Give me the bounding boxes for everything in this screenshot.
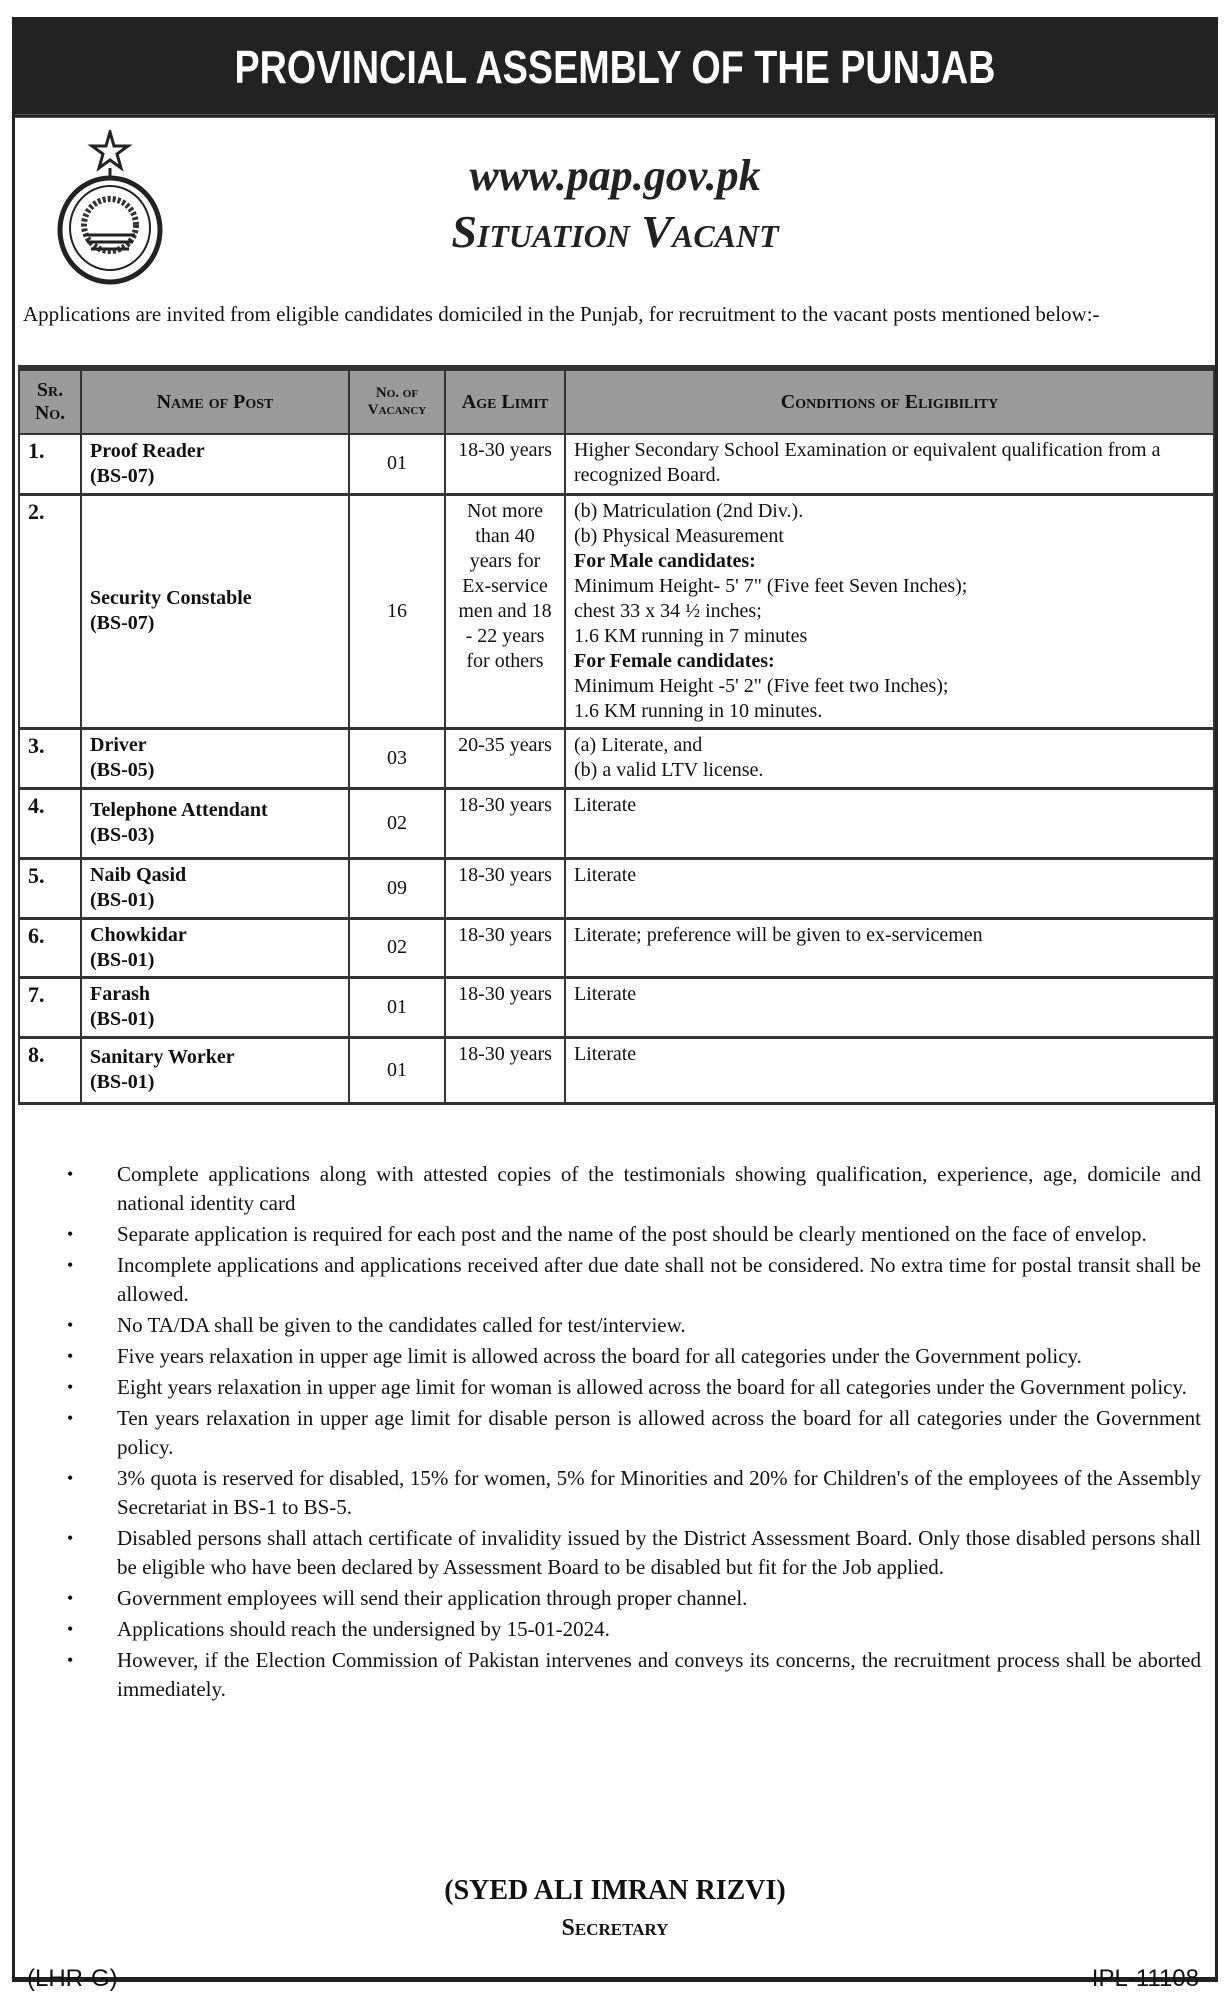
condition-line: Literate: [574, 1042, 637, 1065]
instructions-list: [55, 1160, 1201, 1706]
vacancy-count: 03: [349, 728, 445, 788]
col-vacancy: No. of Vacancy: [349, 368, 445, 434]
age-limit: 20-35 years: [445, 728, 565, 788]
sr-no: 7.: [19, 977, 81, 1037]
conditions: [565, 434, 1214, 494]
pay-scale: (BS-01): [90, 948, 155, 971]
title: PROVINCIAL ASSEMBLY OF THE PUNJAB: [234, 41, 996, 93]
instruction-item: • However, if the Election Commission of Pakistan intervenes and conveys its concerns, the recruitment process shall be aborted immediately.: [55, 1646, 1201, 1704]
age-limit: Not more than 40 years for Ex-service men and 18 - 22 years for others: [445, 494, 565, 728]
post-name: Telephone Attendant: [90, 799, 268, 821]
instruction-item: • Five years relaxation in upper age limit is allowed across the board for all categories under the Government policy.: [55, 1342, 1201, 1371]
table-row: [19, 434, 1214, 494]
col-conditions: Conditions of Eligibility: [565, 368, 1214, 434]
sr-no: 6.: [19, 918, 81, 977]
conditions: [565, 728, 1214, 788]
website-url: www.pap.gov.pk: [469, 151, 761, 200]
condition-line: Literate: [574, 982, 637, 1005]
title-banner: [15, 20, 1215, 118]
condition-line: 1.6 KM running in 10 minutes.: [574, 699, 823, 722]
condition-line: (a) Literate, and: [574, 733, 703, 756]
condition-line: (b) a valid LTV license.: [574, 758, 764, 781]
table-row: [19, 728, 1214, 788]
sr-no: 1.: [19, 434, 81, 494]
instruction-item: • Government employees will send their application through proper channel.: [55, 1584, 1201, 1613]
post-name: Farash: [90, 983, 150, 1005]
post-name: Security Constable: [90, 587, 252, 609]
instruction-item: • 3% quota is reserved for disabled, 15% for women, 5% for Minorities and 20% for Children's of the employees of the Assembly Secretariat in BS-1 to BS-5.: [55, 1464, 1201, 1522]
sr-no: 4.: [19, 788, 81, 858]
post-name: Naib Qasid: [90, 864, 187, 886]
conditions: [565, 858, 1214, 918]
condition-line: Literate: [574, 793, 637, 816]
post-name: Sanitary Worker: [90, 1046, 235, 1068]
vacancy-count: 16: [349, 494, 445, 728]
condition-line: Minimum Height- 5' 7" (Five feet Seven Inches);: [574, 574, 968, 597]
condition-line: chest 33 x 34 ½ inches;: [574, 599, 762, 622]
condition-line: Literate; preference will be given to ex-servicemen: [574, 923, 983, 946]
vacancy-count: 09: [349, 858, 445, 918]
conditions: [565, 1037, 1214, 1103]
age-limit: 18-30 years: [445, 858, 565, 918]
age-limit: 18-30 years: [445, 434, 565, 494]
footer-right: IPL-11108: [1091, 1965, 1199, 1992]
age-limit: 18-30 years: [445, 1037, 565, 1103]
signatory-name: (SYED ALI IMRAN RIZVI): [444, 1875, 786, 1906]
post-name: Proof Reader: [90, 439, 205, 462]
heading: Situation Vacant: [451, 206, 779, 257]
vacancy-count: 01: [349, 977, 445, 1037]
post-name: Driver: [90, 734, 147, 756]
conditions: [565, 788, 1214, 858]
age-limit: 18-30 years: [445, 918, 565, 977]
table-row: [19, 788, 1214, 858]
table-row: [19, 858, 1214, 918]
table-row: [19, 918, 1214, 977]
pay-scale: (BS-07): [90, 612, 155, 634]
condition-line: Literate: [574, 863, 637, 886]
sr-no: 3.: [19, 728, 81, 788]
condition-line: (b) Matriculation (2nd Div.).: [574, 499, 804, 522]
table-row: [19, 494, 1214, 728]
conditions: [565, 977, 1214, 1037]
instruction-item: • Disabled persons shall attach certificate of invalidity issued by the District Assessment Board. Only those disabled persons shall be eligible who have been declared by Assessment Board to be disabled but fit for the Job applied.: [55, 1524, 1201, 1582]
intro-text: Applications are invited from eligible candidates domiciled in the Punjab, for recruitment to the vacant posts mentioned below:-: [23, 302, 1100, 326]
instruction-item: • Complete applications along with attested copies of the testimonials showing qualification, experience, age, domicile and national identity card: [55, 1160, 1201, 1218]
age-limit: 18-30 years: [445, 977, 565, 1037]
pay-scale: (BS-03): [90, 824, 155, 846]
vacancy-count: 01: [349, 1037, 445, 1103]
condition-line: (b) Physical Measurement: [574, 524, 784, 547]
sr-no: 8.: [19, 1037, 81, 1103]
vacancy-count: 01: [349, 434, 445, 494]
instruction-item: • Separate application is required for each post and the name of the post should be clearly mentioned on the face of envelop.: [55, 1220, 1201, 1249]
instruction-item: • No TA/DA shall be given to the candidates called for test/interview.: [55, 1311, 1201, 1340]
col-post: Name of Post: [81, 368, 349, 434]
pay-scale: (BS-01): [90, 889, 155, 911]
col-age: Age Limit: [445, 368, 565, 434]
sr-no: 2.: [19, 494, 81, 728]
sr-no: 5.: [19, 858, 81, 918]
table-row: [19, 977, 1214, 1037]
instruction-item: • Ten years relaxation in upper age limit for disable person is allowed across the board for all categories under the Government policy.: [55, 1404, 1201, 1462]
table-row: [19, 1037, 1214, 1103]
condition-line: For Male candidates:: [574, 549, 756, 572]
condition-line: Minimum Height -5' 2" (Five feet two Inches);: [574, 674, 949, 697]
pay-scale: (BS-01): [90, 1008, 155, 1030]
instruction-item: • Eight years relaxation in upper age limit for woman is allowed across the board for all categories under the Government policy.: [55, 1373, 1201, 1402]
vacancy-count: 02: [349, 788, 445, 858]
condition-line: Higher Secondary School Examination or equivalent qualification from a recognized Board.: [574, 439, 1161, 486]
age-limit: 18-30 years: [445, 788, 565, 858]
post-name: Chowkidar: [90, 923, 187, 946]
advertisement: [12, 17, 1218, 1992]
pay-scale: (BS-01): [90, 1071, 155, 1093]
vacancy-count: 02: [349, 918, 445, 977]
instruction-item: • Applications should reach the undersigned by 15-01-2024.: [55, 1615, 1201, 1644]
condition-line: 1.6 KM running in 7 minutes: [574, 624, 808, 647]
instruction-item: • Incomplete applications and applications received after due date shall not be considered. No extra time for postal transit shall be allowed.: [55, 1251, 1201, 1309]
pay-scale: (BS-07): [90, 464, 155, 487]
conditions: [565, 494, 1214, 728]
condition-line: For Female candidates:: [574, 649, 775, 672]
signature-block: [15, 1875, 1215, 1942]
vacancy-table: [18, 365, 1215, 1105]
footer-left: (LHR-G): [27, 1965, 118, 1992]
conditions: [565, 918, 1214, 977]
col-sr: Sr. No.: [19, 368, 81, 434]
pay-scale: (BS-05): [90, 759, 155, 781]
signatory-title: Secretary: [561, 1915, 669, 1941]
